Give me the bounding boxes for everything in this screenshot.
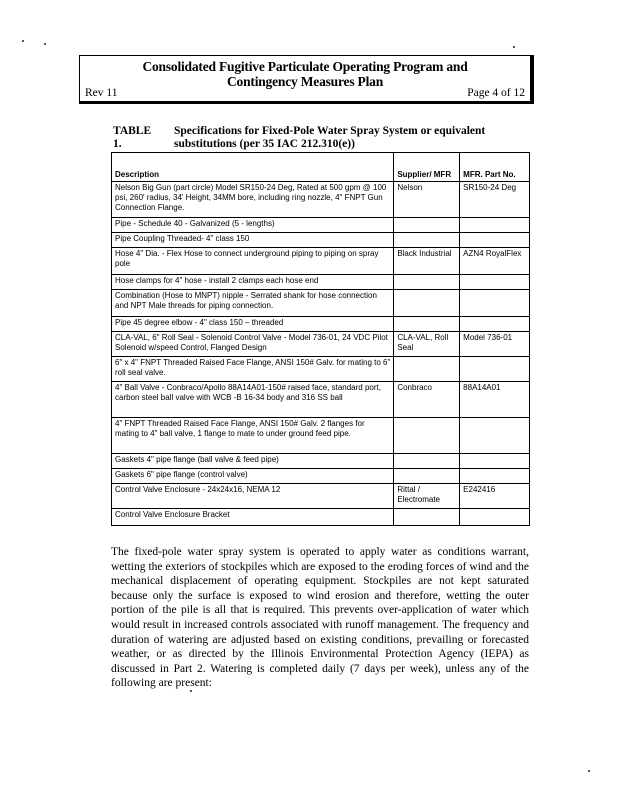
cell-supplier <box>394 469 460 484</box>
cell-description: Pipe Coupling Threaded- 4" class 150 <box>112 233 394 248</box>
table-row <box>112 275 530 290</box>
cell-supplier: Rittal / Electromate <box>394 484 460 509</box>
cell-part <box>460 218 530 233</box>
table-row <box>112 509 530 526</box>
revision-number: Rev 11 <box>85 87 118 99</box>
table-row <box>112 382 530 418</box>
cell-part: AZN4 RoyalFlex <box>460 248 530 275</box>
table-label: TABLE 1. <box>113 125 152 150</box>
cell-description: 4" FNPT Threaded Raised Face Flange, ANSI 150# Galv. 2 flanges for mating to 4" ball valve, 1 flange to mate to under ground feed pipe. <box>112 418 394 454</box>
table-row <box>112 332 530 357</box>
cell-supplier <box>394 454 460 469</box>
cell-description: Nelson Big Gun (part circle) Model SR150-24 Deg, Rated at 500 gpm @ 100 psi, 260' radius, 34' Height, 34MM bore, including ring nozzle, 4" FNPT Gun Connection Flange. <box>112 182 394 218</box>
header-part-number: MFR. Part No. <box>460 153 530 182</box>
cell-description: Pipe 45 degree elbow - 4" class 150 – threaded <box>112 317 394 332</box>
cell-supplier: Conbraco <box>394 382 460 418</box>
cell-supplier: CLA-VAL, Roll Seal <box>394 332 460 357</box>
table-row <box>112 233 530 248</box>
cell-part <box>460 317 530 332</box>
cell-description: Control Valve Enclosure - 24x24x16, NEMA 12 <box>112 484 394 509</box>
table-caption-line1: Specifications for Fixed-Pole Water Spray System or equivalent <box>174 125 486 137</box>
table-row <box>112 454 530 469</box>
table-row <box>112 469 530 484</box>
header-title-line1: Consolidated Fugitive Particulate Operating Program and <box>142 59 468 74</box>
cell-description: Gaskets 4" pipe flange (ball valve & feed pipe) <box>112 454 394 469</box>
header-description: Description <box>112 153 394 182</box>
cell-part <box>460 275 530 290</box>
cell-supplier <box>394 275 460 290</box>
cell-description: Control Valve Enclosure Bracket <box>112 509 394 526</box>
table-row <box>112 317 530 332</box>
scan-speck <box>588 770 590 772</box>
cell-description: Hose 4" Dia. - Flex Hose to connect underground piping to piping on spray pole <box>112 248 394 275</box>
table-row <box>112 182 530 218</box>
table-row <box>112 357 530 382</box>
cell-part <box>460 290 530 317</box>
cell-part: E242416 <box>460 484 530 509</box>
table-row <box>112 290 530 317</box>
cell-supplier <box>394 218 460 233</box>
cell-supplier: Nelson <box>394 182 460 218</box>
cell-part <box>460 454 530 469</box>
cell-supplier <box>394 418 460 454</box>
cell-part: Model 736-01 <box>460 332 530 357</box>
table-header-row <box>112 153 530 182</box>
table-row <box>112 218 530 233</box>
table-row <box>112 248 530 275</box>
cell-part: 88A14A01 <box>460 382 530 418</box>
header-title-line2: Contingency Measures Plan <box>227 74 383 89</box>
scan-speck <box>44 43 46 45</box>
cell-supplier <box>394 509 460 526</box>
table-row <box>112 484 530 509</box>
cell-description: 6" x 4" FNPT Threaded Raised Face Flange, ANSI 150# Galv. for mating to 6" roll seal valve. <box>112 357 394 382</box>
cell-part <box>460 469 530 484</box>
cell-supplier <box>394 233 460 248</box>
cell-supplier <box>394 290 460 317</box>
scan-speck <box>22 40 24 42</box>
cell-supplier: Black Industrial <box>394 248 460 275</box>
cell-part <box>460 233 530 248</box>
scan-speck <box>513 46 515 48</box>
cell-description: Combination (Hose to MNPT) nipple - Serrated shank for hose connection and NPT Male threads for piping connection. <box>112 290 394 317</box>
cell-description: 4" Ball Valve - Conbraco/Apollo 88A14A01-150# raised face, standard port, carbon steel ball valve with WCB -B 16-34 body and 316 SS ball <box>112 382 394 418</box>
cell-part: SR150-24 Deg <box>460 182 530 218</box>
document-header <box>79 55 531 104</box>
cell-description: Gaskets 6" pipe flange (control valve) <box>112 469 394 484</box>
cell-supplier <box>394 317 460 332</box>
cell-description: Pipe - Schedule 40 - Galvanized (5 - lengths) <box>112 218 394 233</box>
cell-supplier <box>394 357 460 382</box>
table-body <box>112 182 530 526</box>
cell-description: CLA-VAL, 6" Roll Seal - Solenoid Control Valve - Model 736-01, 24 VDC Pilot Solenoid w/speed Control, Flanged Design <box>112 332 394 357</box>
cell-description: Hose clamps for 4" hose - install 2 clamps each hose end <box>112 275 394 290</box>
table-caption-line2: substitutions (per 35 IAC 212.310(e)) <box>174 138 355 150</box>
page-number: Page 4 of 12 <box>467 87 525 99</box>
cell-part <box>460 357 530 382</box>
specifications-table <box>111 152 530 526</box>
table-row <box>112 418 530 454</box>
cell-part <box>460 418 530 454</box>
body-paragraph: The fixed-pole water spray system is operated to apply water as conditions warrant, wetting the exteriors of stockpiles which are exposed to the eroding forces of wind and the mechanical displacement of operating equipment. Stockpiles are not kept saturated because only the surface is exposed to wind erosion and therefore, wetting the outer portion of the pile is all that is required. This prevents over-application of water which would result in increased controls associated with runoff management. The frequency and duration of watering are adjusted based on existing conditions, prevailing or forecasted weather, or as directed by the Illinois Environmental Protection Agency (IEPA) as discussed in Part 2. Watering is completed daily (7 days per week), unless any of the following are present: <box>111 546 529 690</box>
cell-part <box>460 509 530 526</box>
header-supplier: Supplier/ MFR <box>394 153 460 182</box>
